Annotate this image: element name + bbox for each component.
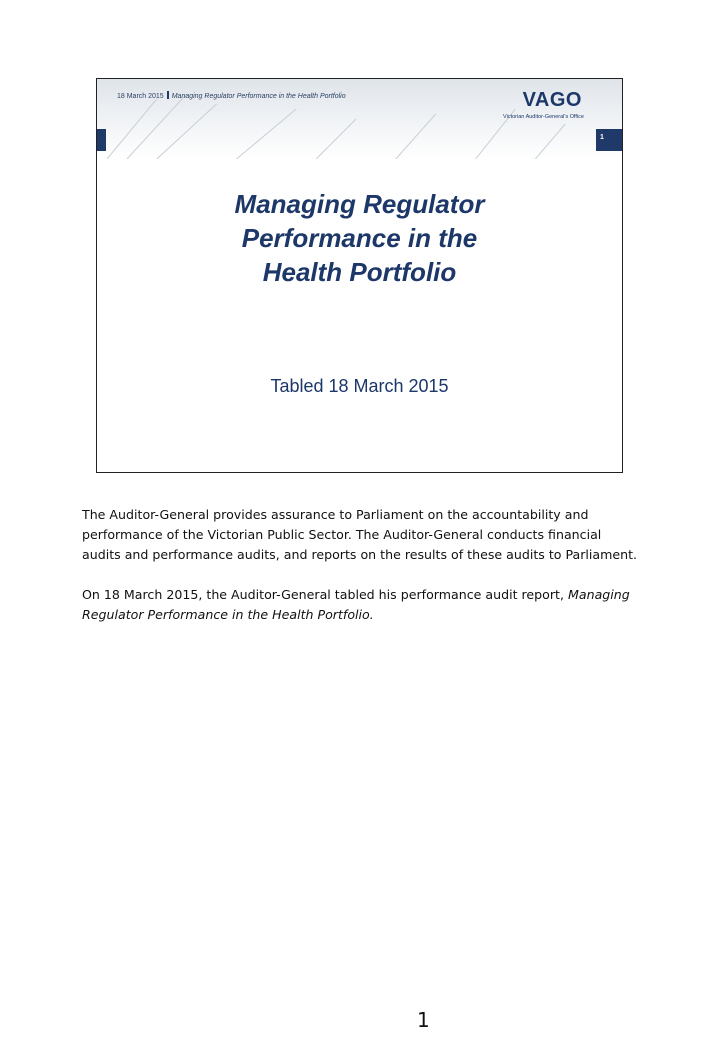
- page-number: 1: [417, 1008, 430, 1032]
- notes-report-title: Managing Regulator Performance in the Health Portfolio.: [82, 587, 630, 622]
- slide-thumbnail: [96, 78, 623, 473]
- notes-paragraph-2: [82, 585, 642, 625]
- slide-number-tab: [596, 129, 622, 151]
- header-date-title: [117, 91, 346, 100]
- slide-header: [97, 79, 622, 159]
- vago-logo: VAGO: [522, 89, 582, 111]
- header-title: Managing Regulator Performance in the Health Portfolio: [171, 93, 346, 100]
- slide-title-line-2: Performance in the: [241, 223, 478, 253]
- slide-title-line-3: Health Portfolio: [262, 257, 457, 287]
- slide-title-line-1: Managing Regulator: [234, 189, 485, 219]
- header-date: 18 March 2015: [117, 93, 164, 100]
- slide-title: [97, 187, 622, 289]
- notes-paragraph-1: The Auditor-General provides assurance to Parliament on the accountability and performance of the Victorian Public Sector. The Auditor-General conducts financial audits and performance audits, and reports on the results of these audits to Parliament.: [82, 507, 638, 562]
- speaker-notes: [82, 505, 642, 625]
- slide-tabled-date: Tabled 18 March 2015: [270, 376, 449, 396]
- vago-logo-subtitle: Victorian Auditor-General's Office: [503, 114, 584, 120]
- notes-paragraph-2-text: On 18 March 2015, the Auditor-General tabled his performance audit report,: [82, 587, 564, 602]
- header-separator: [167, 91, 169, 99]
- left-side-tab: [97, 129, 106, 151]
- slide-number: 1: [600, 134, 604, 141]
